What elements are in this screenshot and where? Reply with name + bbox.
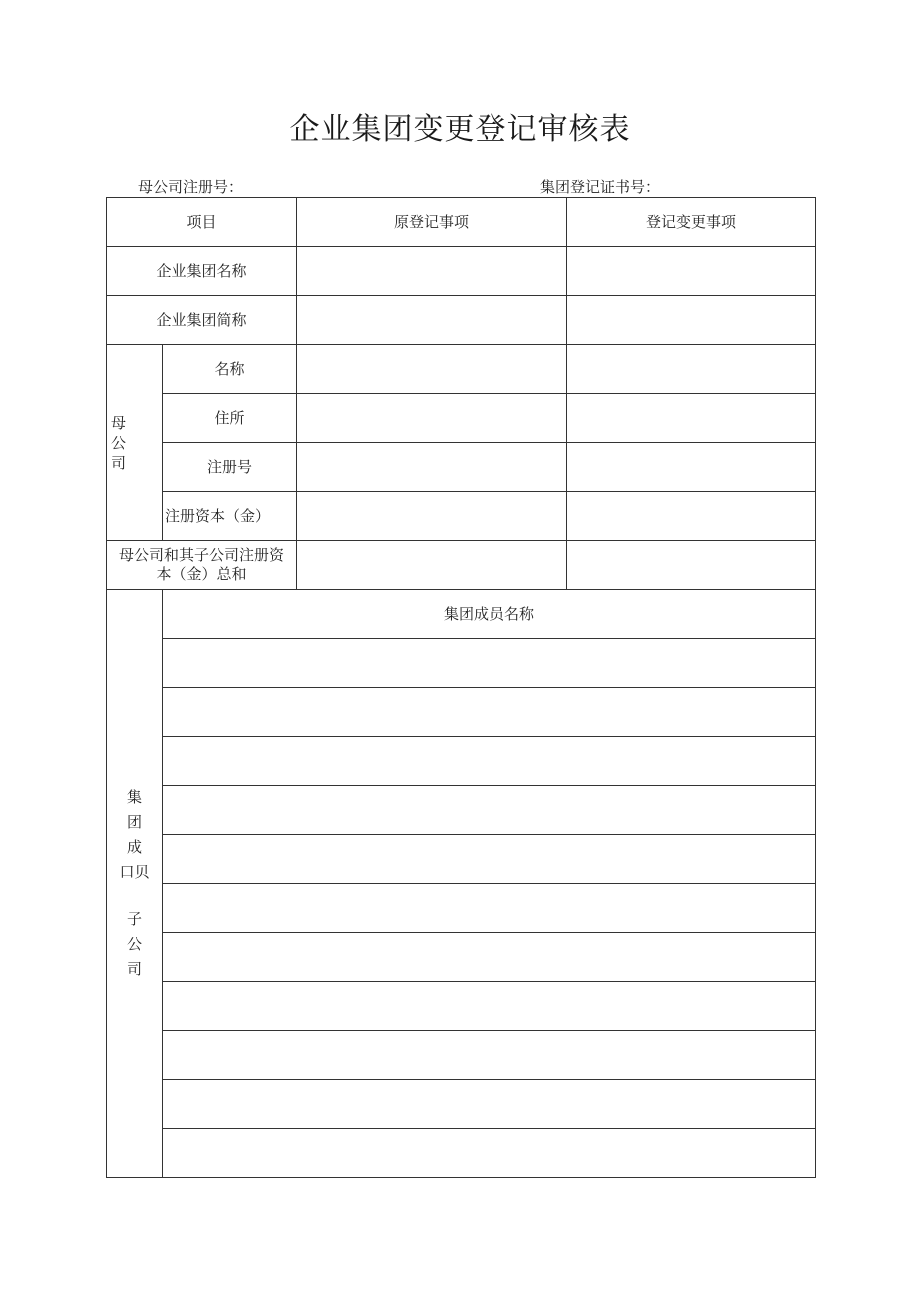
member-name-cell[interactable] — [163, 933, 816, 982]
page-title: 企业集团变更登记审核表 — [289, 112, 631, 147]
members-label-char: 成 — [126, 838, 142, 856]
member-name-cell[interactable] — [163, 835, 816, 884]
cell-original-group-short-name[interactable] — [297, 296, 567, 345]
cell-changed-parent-address[interactable] — [567, 394, 816, 443]
members-label-char: 团 — [126, 813, 142, 831]
cell-original-total-capital[interactable] — [297, 541, 567, 590]
parent-label-char: 公 — [111, 433, 127, 452]
parent-company-side-label — [107, 345, 163, 541]
label-parent-reg-no: 注册号 — [163, 443, 297, 492]
registration-form-table — [106, 197, 816, 1178]
cell-original-parent-capital[interactable] — [297, 492, 567, 541]
parent-reg-no-label: 母公司注册号： — [138, 178, 244, 196]
member-name-cell[interactable] — [163, 737, 816, 786]
cell-changed-parent-capital[interactable] — [567, 492, 816, 541]
cell-changed-total-capital[interactable] — [567, 541, 816, 590]
member-row — [107, 639, 816, 688]
header-item: 项目 — [107, 198, 297, 247]
cell-changed-group-name[interactable] — [567, 247, 816, 296]
cell-changed-parent-name[interactable] — [567, 345, 816, 394]
label-parent-capital: 注册资本（金） — [163, 492, 297, 541]
member-name-cell[interactable] — [163, 1031, 816, 1080]
member-name-cell[interactable] — [163, 639, 816, 688]
label-total-capital-line2: 本（金）总和 — [156, 565, 247, 583]
header-changed: 登记变更事项 — [567, 198, 816, 247]
members-label-char: 公 — [126, 935, 142, 953]
label-parent-name: 名称 — [163, 345, 297, 394]
parent-label-char: 母 — [111, 413, 127, 432]
cell-original-parent-address[interactable] — [297, 394, 567, 443]
cell-original-parent-reg-no[interactable] — [297, 443, 567, 492]
member-row — [107, 786, 816, 835]
cell-changed-group-short-name[interactable] — [567, 296, 816, 345]
row-total-capital — [107, 541, 816, 590]
member-row — [107, 1080, 816, 1129]
row-parent-name — [107, 345, 816, 394]
member-name-cell[interactable] — [163, 1080, 816, 1129]
members-side-label — [107, 590, 163, 1178]
member-row — [107, 982, 816, 1031]
header-original: 原登记事项 — [297, 198, 567, 247]
parent-label-char: 司 — [111, 453, 127, 472]
cell-changed-parent-reg-no[interactable] — [567, 443, 816, 492]
label-total-capital — [107, 541, 297, 590]
row-parent-address — [107, 394, 816, 443]
label-parent-address: 住所 — [163, 394, 297, 443]
label-group-short-name: 企业集团简称 — [107, 296, 297, 345]
cell-original-parent-name[interactable] — [297, 345, 567, 394]
member-row — [107, 1129, 816, 1178]
member-name-cell[interactable] — [163, 884, 816, 933]
members-label-char: 口贝 — [119, 863, 150, 881]
member-name-cell[interactable] — [163, 688, 816, 737]
members-header: 集团成员名称 — [163, 590, 816, 639]
header-row — [107, 198, 816, 247]
member-row — [107, 737, 816, 786]
member-row — [107, 835, 816, 884]
cell-original-group-name[interactable] — [297, 247, 567, 296]
row-group-name — [107, 247, 816, 296]
row-parent-reg-no — [107, 443, 816, 492]
member-row — [107, 1031, 816, 1080]
label-total-capital-line1: 母公司和其子公司注册资 — [119, 546, 285, 564]
label-group-name: 企业集团名称 — [107, 247, 297, 296]
row-members-header — [107, 590, 816, 639]
member-name-cell[interactable] — [163, 786, 816, 835]
member-name-cell[interactable] — [163, 982, 816, 1031]
row-parent-capital — [107, 492, 816, 541]
members-label-char: 集 — [126, 788, 142, 806]
member-row — [107, 884, 816, 933]
group-cert-no-label: 集团登记证书号： — [540, 178, 661, 196]
members-label-char: 司 — [126, 960, 142, 978]
row-group-short-name — [107, 296, 816, 345]
members-label-char: 子 — [126, 910, 142, 928]
member-name-cell[interactable] — [163, 1129, 816, 1178]
member-row — [107, 688, 816, 737]
member-row — [107, 933, 816, 982]
